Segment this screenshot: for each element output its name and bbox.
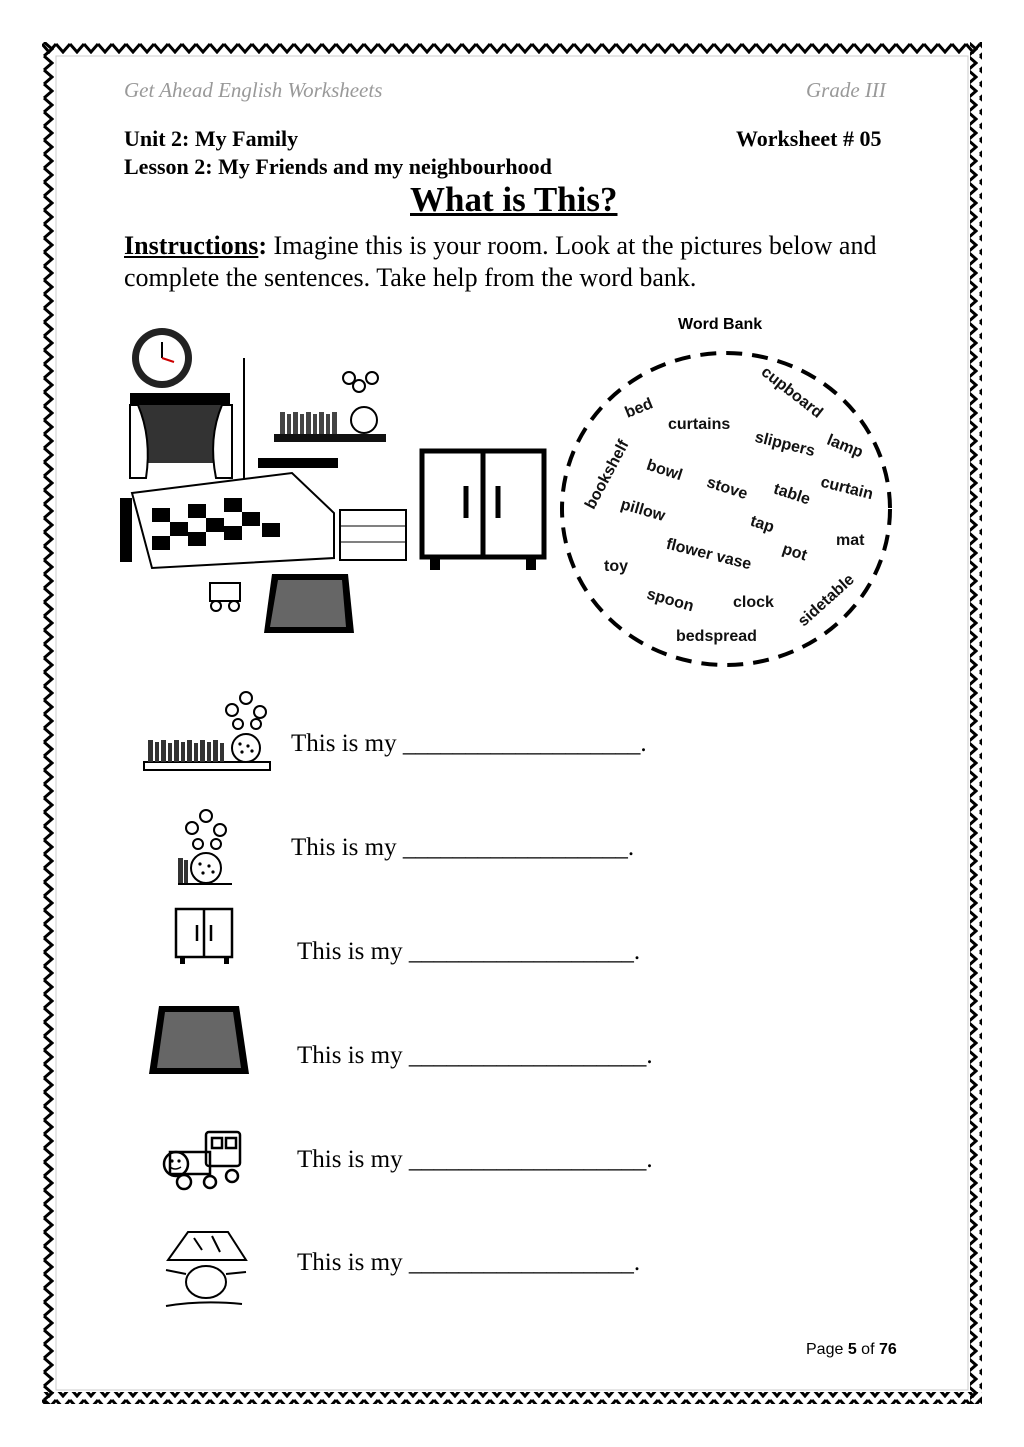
bedroom-illustration <box>112 328 412 638</box>
lamp-icon <box>162 1226 250 1312</box>
word-spoon: spoon <box>644 585 696 616</box>
exercise-3-sentence: This is my __________________. <box>297 938 641 965</box>
word-bedspread: bedspread <box>676 628 757 645</box>
page-of: of <box>856 1341 879 1358</box>
word-flower-vase: flower vase <box>664 535 754 574</box>
word-cupboard: cupboard <box>757 363 826 422</box>
toy-train-icon <box>156 1128 246 1192</box>
toy-train-icon <box>210 583 240 611</box>
cupboard-icon <box>174 907 236 967</box>
word-clock: clock <box>733 594 774 611</box>
unit-title: Unit 2: My Family <box>124 126 299 151</box>
header-left: Get Ahead English Worksheets <box>124 78 383 102</box>
instructions-label: Instructions <box>124 231 259 260</box>
word-stove: stove <box>704 473 750 504</box>
page-title: What is This? <box>410 180 618 219</box>
word-bed: bed <box>622 395 656 422</box>
word-sidetable: sidetable <box>794 571 858 631</box>
instructions-colon: : <box>258 231 268 260</box>
exercise-2-sentence: This is my __________________. <box>291 834 635 861</box>
word-pillow: pillow <box>618 496 667 525</box>
flower-vase-icon <box>176 806 236 888</box>
word-curtain: curtain <box>818 473 875 504</box>
page-prefix: Page <box>806 1341 848 1358</box>
instructions-text: Imagine this is your room. Look at the pictures below and complete the sentences. Take help from the word bank. <box>124 231 877 292</box>
mat-icon <box>147 1004 253 1076</box>
word-mat: mat <box>836 532 865 549</box>
word-tap: tap <box>748 512 777 537</box>
cupboard-illustration <box>418 448 548 572</box>
worksheet-number: Worksheet # 05 <box>736 126 882 151</box>
page-current: 5 <box>847 1341 857 1358</box>
header-right: Grade III <box>806 78 886 102</box>
clock-icon <box>132 328 192 388</box>
word-slippers: slippers <box>752 428 817 461</box>
word-pot: pot <box>780 540 810 565</box>
exercise-4-sentence: This is my ___________________. <box>297 1042 653 1069</box>
instructions <box>124 230 904 294</box>
word-toy: toy <box>604 558 628 575</box>
word-bookshelf: bookshelf <box>582 437 633 513</box>
exercise-5-sentence: This is my ___________________. <box>297 1146 653 1173</box>
exercise-6-sentence: This is my __________________. <box>297 1249 641 1276</box>
word-bowl: bowl <box>644 456 685 485</box>
word-bank-title: Word Bank <box>678 316 763 333</box>
page-total: 76 <box>878 1341 897 1358</box>
exercise-1-sentence: This is my ___________________. <box>291 730 647 757</box>
bookshelf-icon <box>142 688 272 788</box>
word-lamp: lamp <box>824 431 866 462</box>
word-table: table <box>771 480 813 509</box>
page-number <box>806 1341 897 1359</box>
lesson-title: Lesson 2: My Friends and my neighbourhood <box>124 154 552 179</box>
word-bank-circle <box>558 348 896 670</box>
word-curtains: curtains <box>668 416 731 433</box>
